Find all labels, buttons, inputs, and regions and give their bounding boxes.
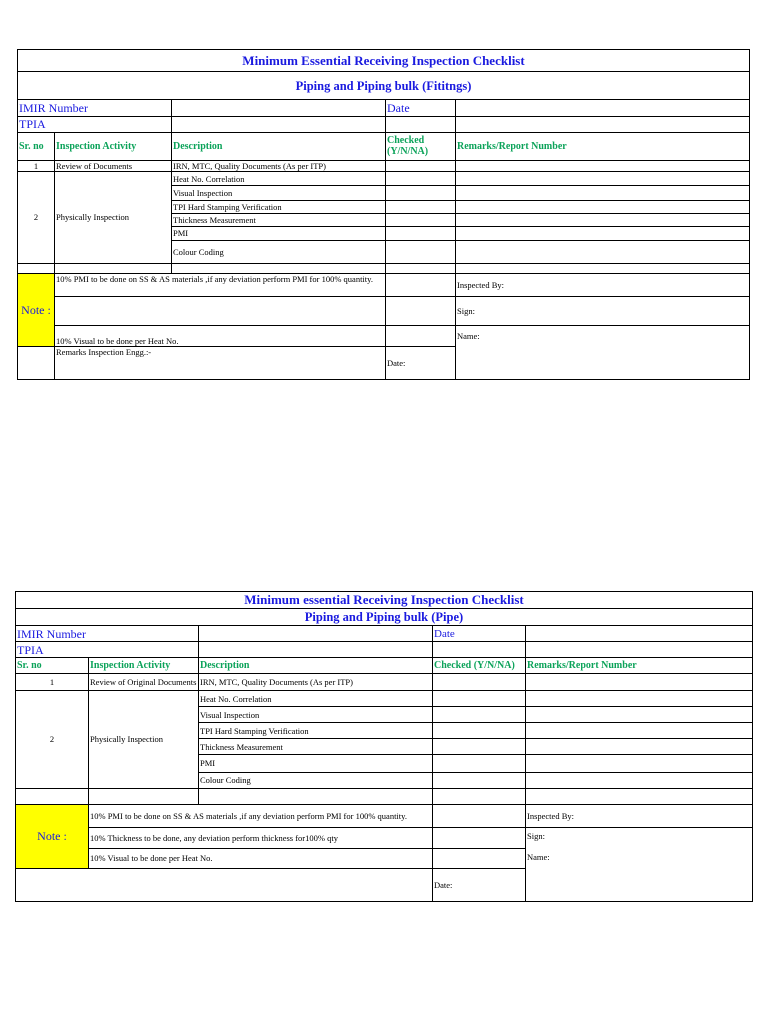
sheet1-row1-description: IRN, MTC, Quality Documents (As per ITP) xyxy=(172,160,386,171)
sheet1-name: Name: xyxy=(456,326,750,346)
sheet1-note-label: Note : xyxy=(18,273,55,346)
sheet1-header-checked: Checked (Y/N/NA) xyxy=(386,132,456,160)
sheet2-note-thickness: 10% Thickness to be done, any deviation perform thickness for100% qty xyxy=(89,827,433,848)
sheet1-header-remarks: Remarks/Report Number xyxy=(456,132,750,160)
sheet1-item-remarks[interactable] xyxy=(456,214,750,226)
sheet1-item-remarks[interactable] xyxy=(456,226,750,240)
sheet2-note-visual: 10% Visual to be done per Heat No. xyxy=(89,848,433,868)
sheet2-item-checked[interactable] xyxy=(433,723,526,739)
checklist-fittings xyxy=(17,49,750,380)
sheet2-subtitle: Piping and Piping bulk (Pipe) xyxy=(16,609,753,626)
sheet2-item-pmi: PMI xyxy=(199,755,433,772)
sheet1-note-visual: 10% Visual to be done per Heat No. xyxy=(55,326,386,346)
sheet1-note-pmi: 10% PMI to be done on SS & AS materials ,if any deviation perform PMI for 100% quantity. xyxy=(55,273,386,296)
sheet1-item-checked[interactable] xyxy=(386,214,456,226)
sheet2-item-checked[interactable] xyxy=(433,691,526,707)
sheet1-imir-label: IMIR Number xyxy=(18,100,172,116)
sheet2-item-checked[interactable] xyxy=(433,772,526,788)
sheet1-header-sr-no: Sr. no xyxy=(18,132,55,160)
sheet2-row1-description: IRN, MTC, Quality Documents (As per ITP) xyxy=(199,674,433,691)
sheet1-row1-activity: Review of Documents xyxy=(55,160,172,171)
checklist-pipe xyxy=(15,591,753,902)
sheet1-date-value[interactable] xyxy=(456,100,750,116)
sheet2-inspected-by: Inspected By: xyxy=(526,804,753,827)
sheet1-subtitle: Piping and Piping bulk (Fititngs) xyxy=(18,72,750,100)
sheet1-date-footer: Date: xyxy=(386,346,456,379)
sheet1-remarks-engg: Remarks Inspection Engg.:- xyxy=(55,346,386,379)
sheet2-name: Name: xyxy=(527,851,550,862)
sheet1-date-label: Date xyxy=(386,100,456,116)
sheet2-item-remarks[interactable] xyxy=(526,723,753,739)
sheet1-inspected-by: Inspected By: xyxy=(456,273,750,296)
sheet1-item-checked[interactable] xyxy=(386,226,456,240)
sheet2-item-checked[interactable] xyxy=(433,707,526,723)
sheet2-item-remarks[interactable] xyxy=(526,755,753,772)
sheet1-item-thickness: Thickness Measurement xyxy=(172,214,386,226)
sheet2-header-activity: Inspection Activity xyxy=(89,658,199,674)
sheet2-item-visual: Visual Inspection xyxy=(199,707,433,723)
sheet2-row1-sr: 1 xyxy=(16,674,89,691)
sheet2-item-thickness: Thickness Measurement xyxy=(199,739,433,755)
sheet1-row1-checked[interactable] xyxy=(386,160,456,171)
sheet1-item-visual: Visual Inspection xyxy=(172,186,386,201)
sheet2-row1-remarks[interactable] xyxy=(526,674,753,691)
sheet1-row1-sr: 1 xyxy=(18,160,55,171)
sheet2-item-colour-coding: Colour Coding xyxy=(199,772,433,788)
sheet1-row1-remarks[interactable] xyxy=(456,160,750,171)
sheet2-imir-value[interactable] xyxy=(199,626,433,642)
sheet1-row2-sr: 2 xyxy=(18,172,55,264)
sheet2-header-description: Description xyxy=(199,658,433,674)
sheet1-item-checked[interactable] xyxy=(386,240,456,263)
sheet2-imir-label: IMIR Number xyxy=(16,626,199,642)
sheet2-item-remarks[interactable] xyxy=(526,707,753,723)
sheet2-item-remarks[interactable] xyxy=(526,691,753,707)
sheet1-tpia-label: TPIA xyxy=(18,116,172,132)
sheet1-item-remarks[interactable] xyxy=(456,240,750,263)
sheet2-item-heat-no: Heat No. Correlation xyxy=(199,691,433,707)
sheet1-item-colour-coding: Colour Coding xyxy=(172,240,386,263)
sheet1-item-remarks[interactable] xyxy=(456,172,750,186)
sheet1-item-pmi: PMI xyxy=(172,226,386,240)
sheet2-row2-activity: Physically Inspection xyxy=(89,691,199,788)
sheet1-item-remarks[interactable] xyxy=(456,201,750,214)
sheet2-header-remarks: Remarks/Report Number xyxy=(526,658,753,674)
sheet1-header-activity: Inspection Activity xyxy=(55,132,172,160)
sheet1-tpia-value[interactable] xyxy=(172,116,386,132)
sheet2-date-label: Date xyxy=(433,626,526,642)
sheet2-item-remarks[interactable] xyxy=(526,739,753,755)
sheet1-imir-value[interactable] xyxy=(172,100,386,116)
sheet1-item-tpi-stamping: TPI Hard Stamping Verification xyxy=(172,201,386,214)
sheet2-note-label: Note : xyxy=(16,804,89,868)
sheet1-row2-activity: Physically Inspection xyxy=(55,172,172,264)
sheet2-tpia-label: TPIA xyxy=(16,642,199,658)
sheet2-item-checked[interactable] xyxy=(433,739,526,755)
sheet1-item-checked[interactable] xyxy=(386,172,456,186)
sheet2-tpia-value[interactable] xyxy=(199,642,433,658)
sheet1-header-description: Description xyxy=(172,132,386,160)
sheet2-item-checked[interactable] xyxy=(433,755,526,772)
sheet2-row2-sr: 2 xyxy=(16,691,89,788)
sheet1-sign: Sign: xyxy=(456,297,750,326)
sheet2-date-footer: Date: xyxy=(433,868,526,901)
sheet2-item-remarks[interactable] xyxy=(526,772,753,788)
sheet2-note-pmi: 10% PMI to be done on SS & AS materials ,if any deviation perform PMI for 100% quantity. xyxy=(89,804,433,827)
sheet2-row1-activity: Review of Original Documents xyxy=(89,674,199,691)
sheet2-row1-checked[interactable] xyxy=(433,674,526,691)
sheet2-date-value[interactable] xyxy=(526,626,753,642)
sheet1-item-heat-no: Heat No. Correlation xyxy=(172,172,386,186)
sheet1-item-checked[interactable] xyxy=(386,186,456,201)
sheet2-item-tpi-stamping: TPI Hard Stamping Verification xyxy=(199,723,433,739)
sheet2-header-checked: Checked (Y/N/NA) xyxy=(433,658,526,674)
sheet2-sign: Sign: xyxy=(527,830,545,841)
sheet2-header-sr-no: Sr. no xyxy=(16,658,89,674)
sheet1-title: Minimum Essential Receiving Inspection Checklist xyxy=(18,50,750,72)
sheet1-item-remarks[interactable] xyxy=(456,186,750,201)
sheet1-item-checked[interactable] xyxy=(386,201,456,214)
sheet2-title: Minimum essential Receiving Inspection Checklist xyxy=(16,592,753,609)
